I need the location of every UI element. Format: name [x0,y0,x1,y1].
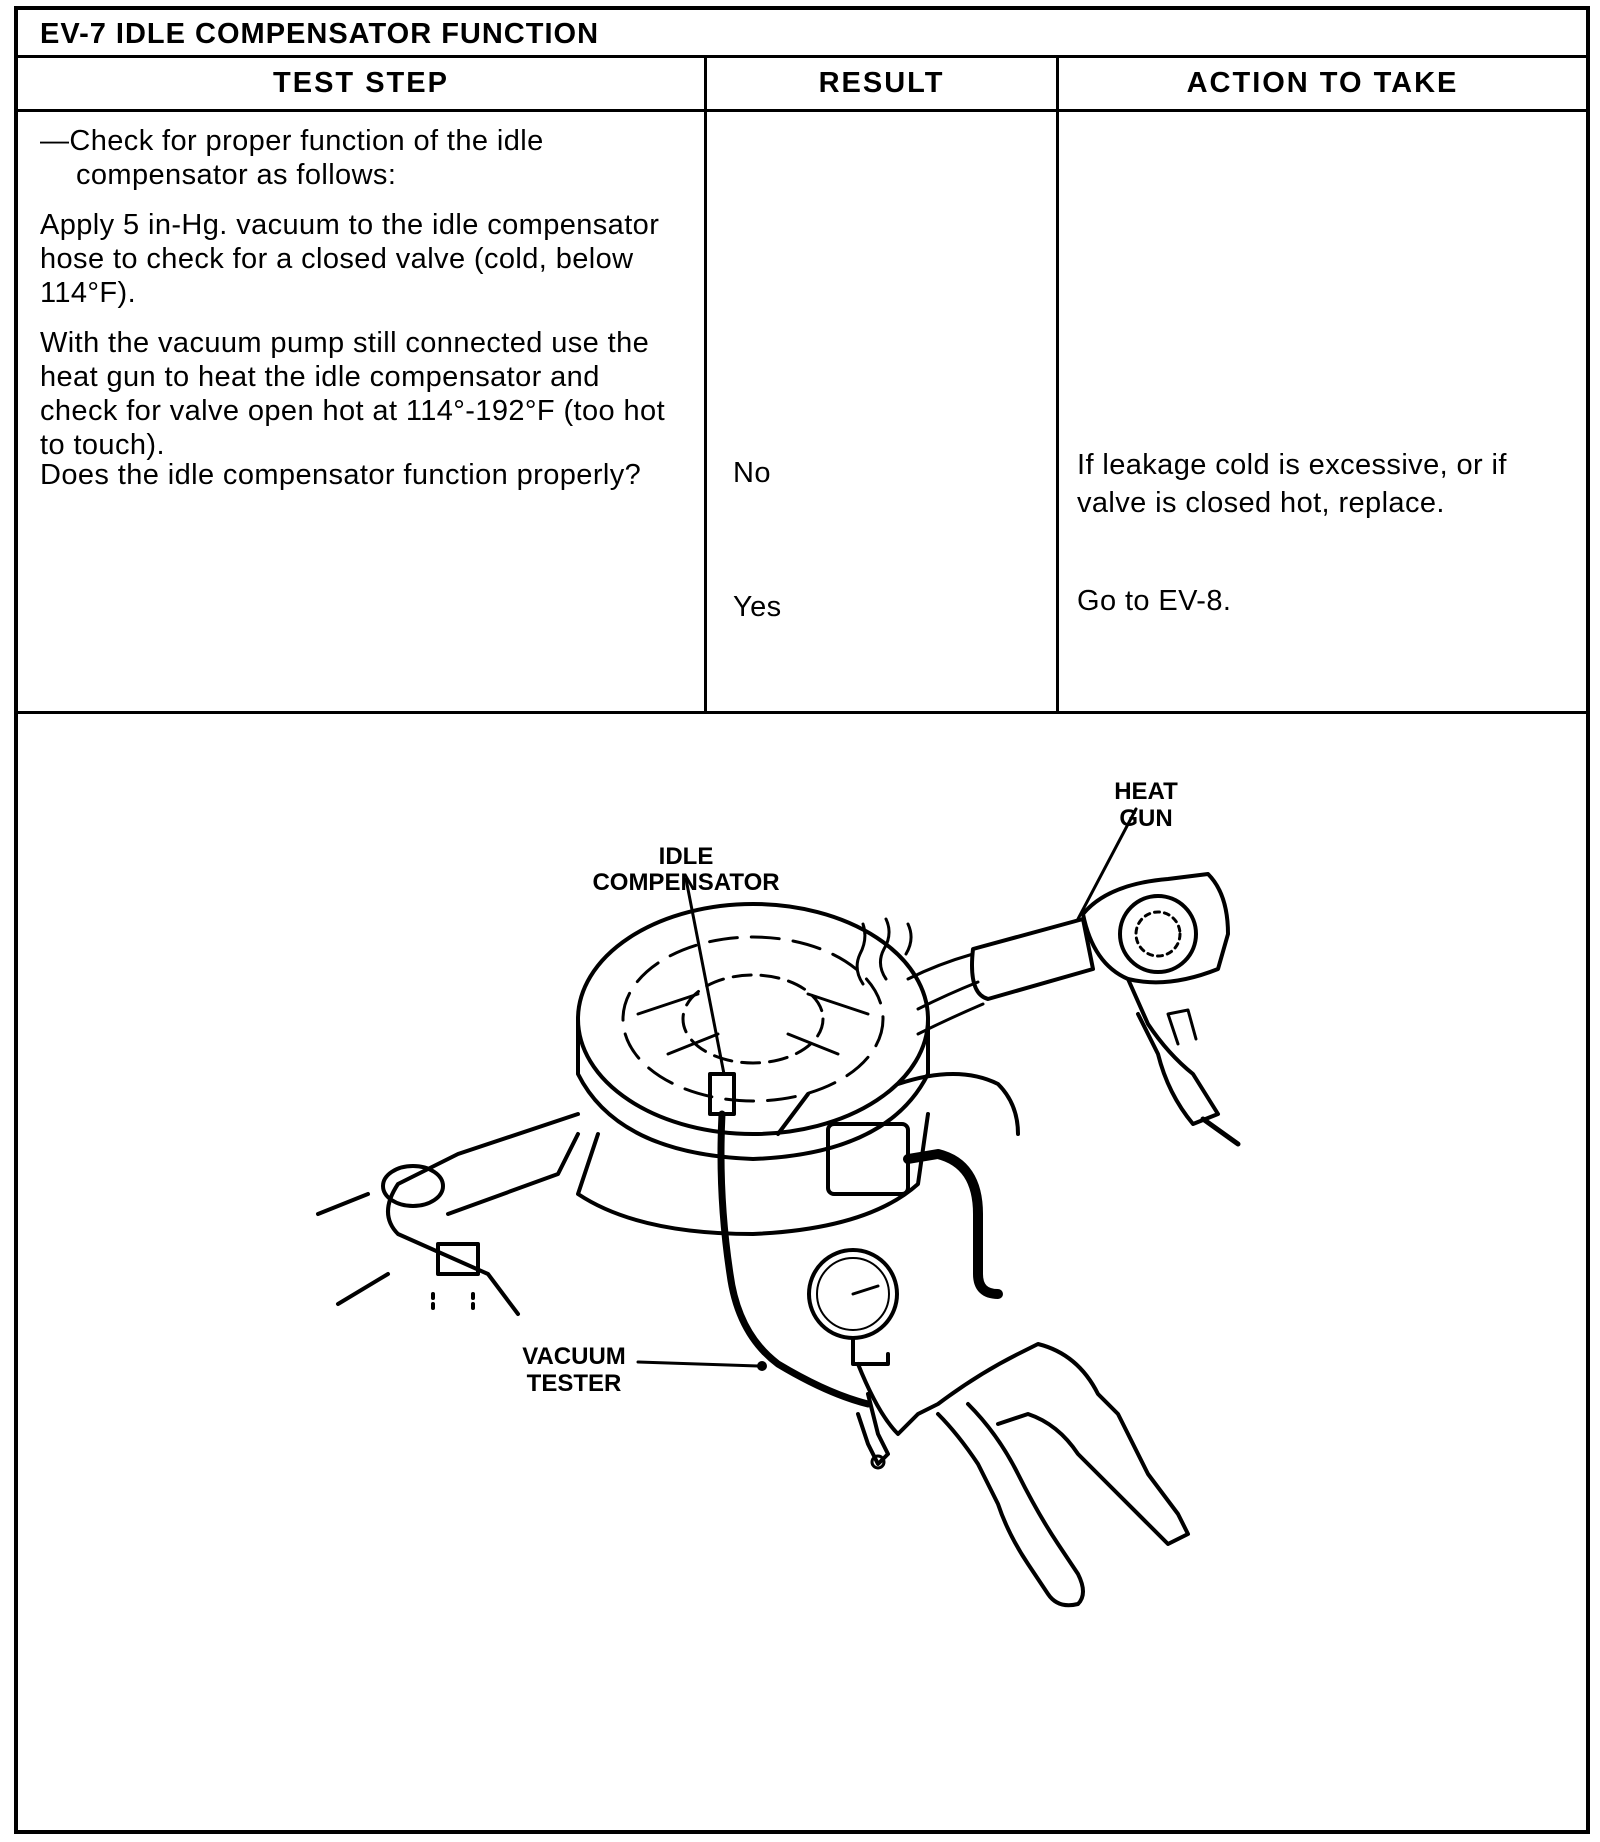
header-result: RESULT [704,58,1056,109]
air-cleaner-drawing [318,904,1018,1314]
test-step-question: Does the idle compensator function properly? [40,459,642,491]
vacuum-tester-drawing [809,1250,1188,1605]
test-step-hot-check: With the vacuum pump still connected use the heat gun to heat the idle compensator and check for valve open hot at 114°-192°F (too hot to touch). [40,327,666,461]
header-test-step: TEST STEP [273,67,449,99]
test-step-cell [18,112,704,711]
action-no: If leakage cold is excessive, or if valve is closed hot, replace. [1077,449,1507,519]
header-action: ACTION TO TAKE [1056,58,1586,109]
heat-gun-label-line2: GUN [1119,805,1173,832]
table-header [18,58,1586,112]
vacuum-tester-label-line1: VACUUM [522,1343,626,1370]
vacuum-tester-label-line2: TESTER [526,1370,622,1397]
heat-gun-label-line1: HEAT [1114,778,1178,805]
illustration-panel [18,714,1586,1830]
idle-compensator-test-illustration [18,714,1586,1830]
page-title: EV-7 IDLE COMPENSATOR FUNCTION [40,18,600,50]
vacuum-tester-leader [638,1362,758,1366]
result-cell [704,112,1056,711]
title-row [18,10,1586,58]
action-cell [1056,112,1586,711]
heat-gun-drawing [857,874,1238,1144]
idle-compensator-label-line1: IDLE [658,843,714,870]
idle-compensator-label-line2: COMPENSATOR [592,869,780,896]
action-yes: Go to EV-8. [1077,585,1232,617]
test-step-cold-check: Apply 5 in-Hg. vacuum to the idle compensator hose to check for a closed valve (cold, below 114°F). [40,209,660,309]
test-step-intro: —Check for proper function of the idle compensator as follows: [40,125,544,191]
result-yes: Yes [733,591,782,623]
procedure-sheet [14,6,1590,1834]
result-no: No [733,457,771,489]
table-row [18,112,1586,714]
